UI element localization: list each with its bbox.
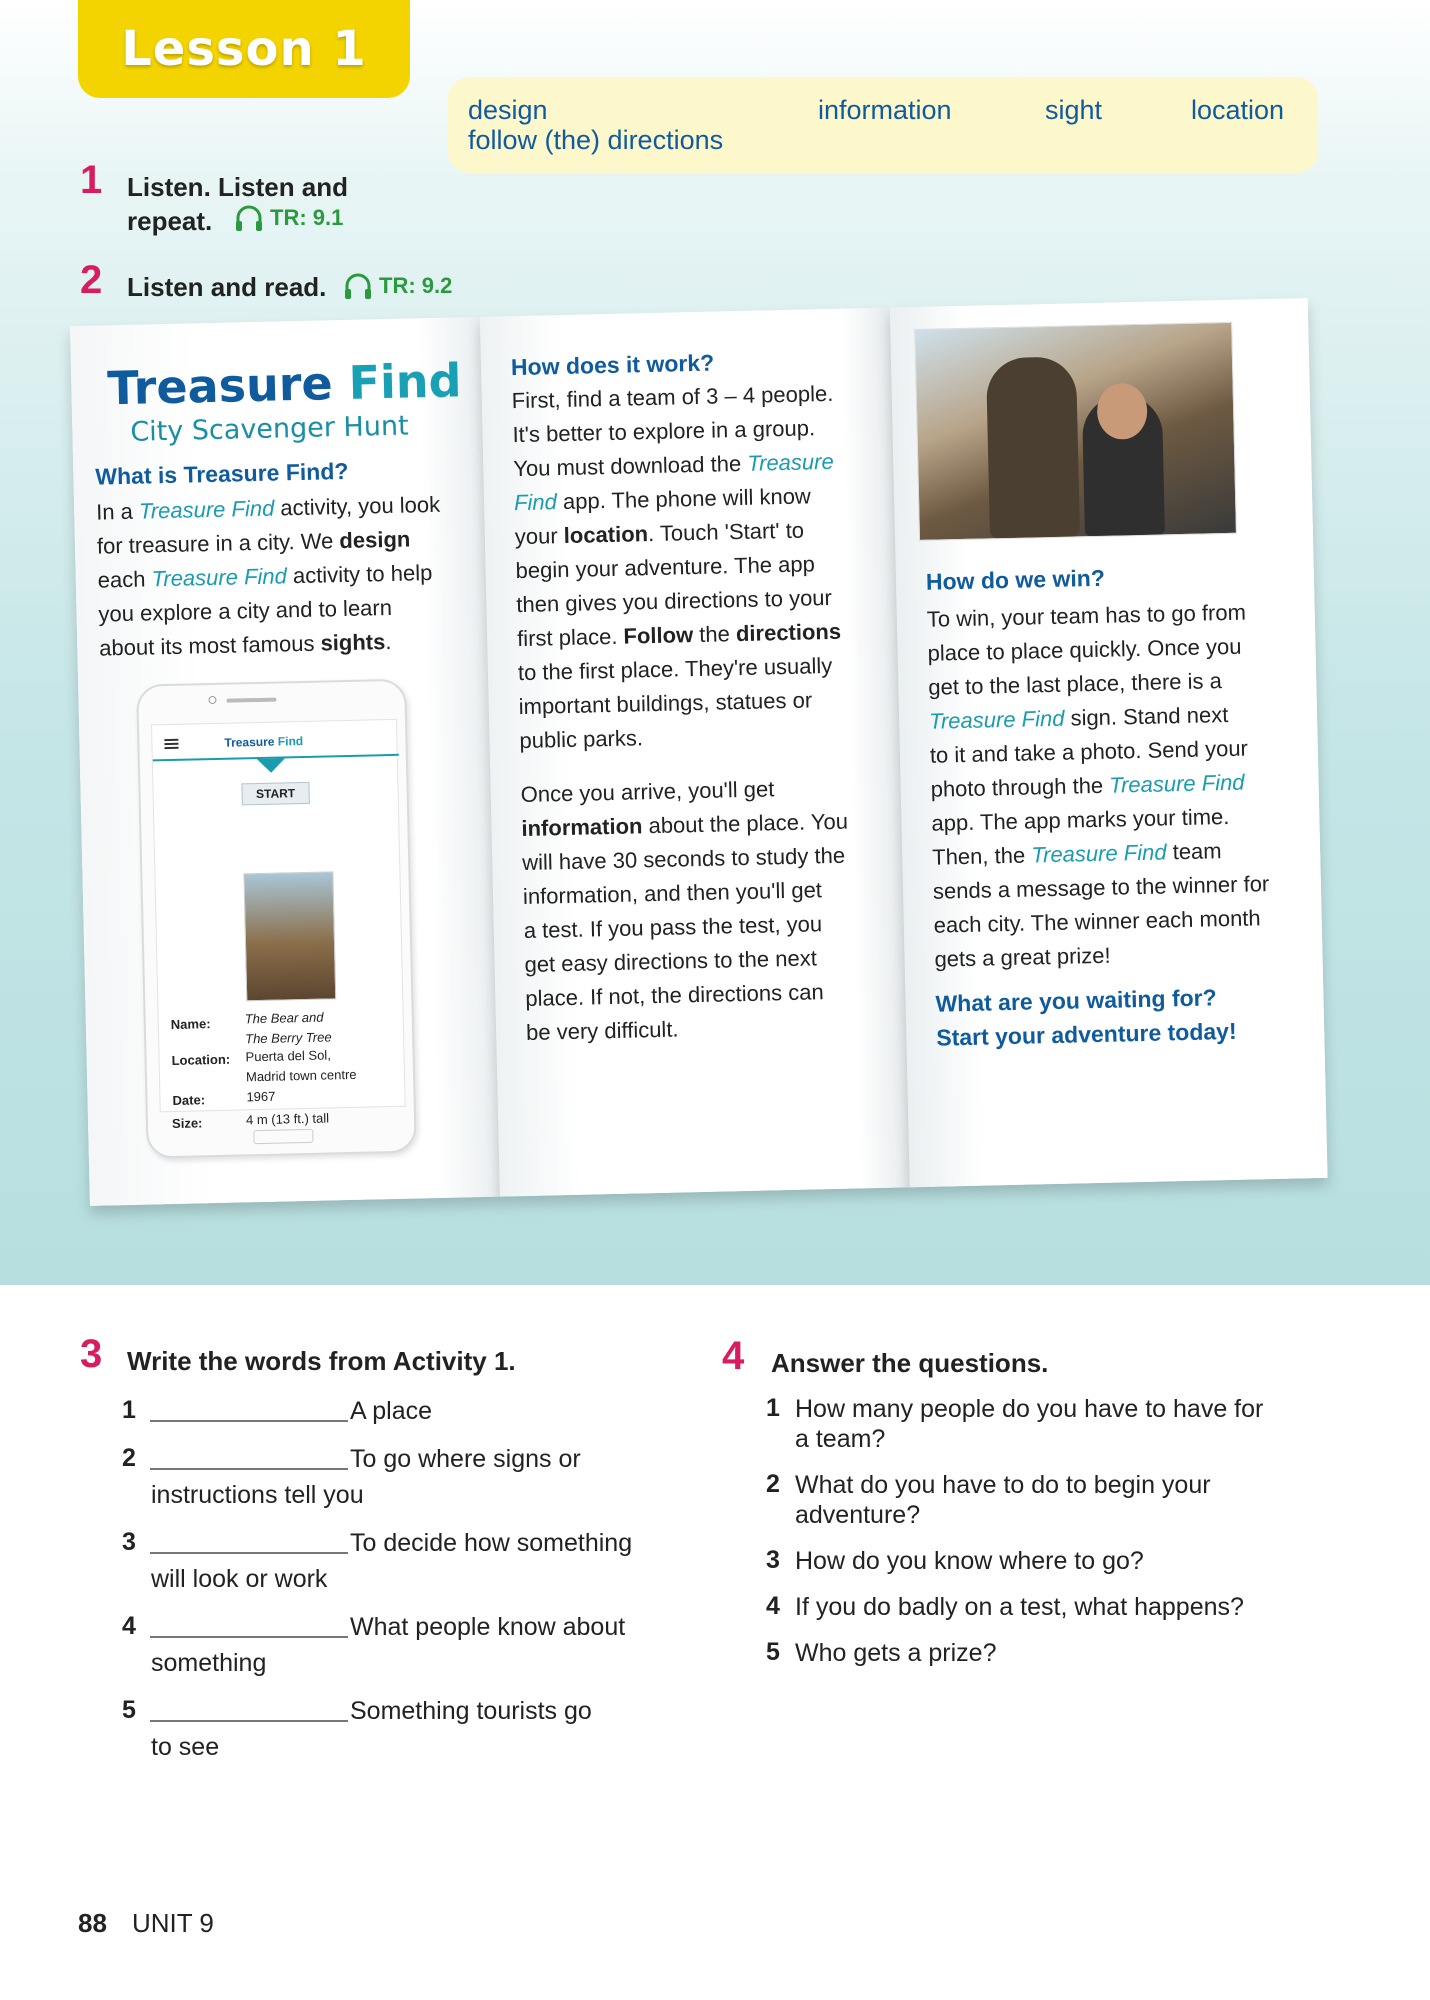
- left-line-5: about its most famous sights.: [98, 628, 392, 661]
- activity-3-title: Write the words from Activity 1.: [127, 1346, 516, 1376]
- boy-with-statue-photo: [914, 322, 1237, 541]
- a3-item-4-number: 4: [122, 1612, 136, 1640]
- page-number: 88: [78, 1908, 107, 1938]
- a4-item-2-text: What do you have to do to begin your: [795, 1471, 1211, 1499]
- a3-item-4-text: What people know about: [350, 1613, 626, 1641]
- app-header: [152, 720, 399, 762]
- dropdown-pointer-icon: [257, 758, 285, 773]
- booklet-panel-left: [70, 317, 500, 1206]
- right-line-4: Treasure Find sign. Stand next: [928, 701, 1229, 734]
- mid-p2-line-8: be very difficult.: [525, 1016, 679, 1045]
- menu-icon[interactable]: [164, 739, 178, 749]
- mid-p2-line-5: a test. If you pass the test, you: [523, 911, 823, 944]
- phone-camera: [208, 696, 216, 704]
- a3-item-2-blank[interactable]: [150, 1468, 348, 1470]
- date-value: 1967: [246, 1088, 276, 1105]
- a4-item-3-text: How do you know where to go?: [795, 1547, 1144, 1575]
- word-sight: sight: [1045, 95, 1103, 125]
- a4-item-4-number: 4: [766, 1592, 780, 1620]
- a3-item-2-text: To go where signs or: [350, 1445, 581, 1473]
- mid-p2-line-6: get easy directions to the next: [524, 945, 818, 978]
- booklet-title-part2: Find: [347, 353, 463, 410]
- booklet-panel-middle: [480, 308, 910, 1197]
- a3-item-2-text-2: instructions tell you: [151, 1481, 364, 1509]
- mid-p2-line-7: place. If not, the directions can: [525, 979, 824, 1011]
- name-label: Name:: [170, 1016, 211, 1033]
- a3-item-1-blank[interactable]: [150, 1420, 348, 1422]
- mid-p1-line-11: public parks.: [519, 725, 644, 754]
- closing-line-1: What are you waiting for?: [935, 984, 1217, 1017]
- mid-p2-line-3: will have 30 seconds to study the: [521, 842, 846, 876]
- lesson-label: Lesson 1: [121, 21, 367, 77]
- mid-p2-line-4: information, and then you'll get: [522, 877, 823, 910]
- a3-item-4-text-2: something: [151, 1649, 267, 1677]
- mid-p1-line-1: First, find a team of 3 – 4 people.: [511, 380, 834, 414]
- right-heading: How do we win?: [925, 564, 1106, 595]
- middle-heading: How does it work?: [510, 349, 715, 381]
- a4-item-1-text-2: a team?: [795, 1425, 886, 1453]
- phone-speaker: [226, 698, 276, 703]
- a3-item-5-blank[interactable]: [150, 1720, 348, 1722]
- phone-mockup: [136, 679, 417, 1159]
- right-line-11: gets a great prize!: [934, 942, 1111, 972]
- a3-item-5-text: Something tourists go: [350, 1697, 592, 1725]
- left-line-2: for treasure in a city. We design: [96, 526, 411, 559]
- a3-item-2-number: 2: [122, 1444, 136, 1472]
- mid-p1-line-3: You must download the Treasure: [513, 448, 834, 482]
- a3-item-5-text-2: to see: [151, 1733, 220, 1761]
- right-line-5: to it and take a photo. Send your: [929, 735, 1249, 768]
- size-value: 4 m (13 ft.) tall: [245, 1110, 330, 1128]
- mid-p1-line-9: to the first place. They're usually: [517, 652, 833, 686]
- location-label: Location:: [171, 1051, 231, 1069]
- right-line-2: place to place quickly. Once you: [927, 633, 1242, 666]
- a4-item-4-text: If you do badly on a test, what happens?: [795, 1593, 1244, 1621]
- start-button[interactable]: START: [241, 782, 309, 806]
- a4-item-1-text: How many people do you have to have for: [795, 1395, 1264, 1423]
- left-line-4: you explore a city and to learn: [98, 594, 393, 627]
- mid-p2-line-1: Once you arrive, you'll get: [520, 776, 775, 808]
- activity-1-number: 1: [80, 158, 103, 202]
- date-label: Date:: [172, 1092, 206, 1109]
- mid-p1-line-6: begin your adventure. The app: [515, 551, 816, 584]
- right-line-7: app. The app marks your time.: [931, 803, 1230, 836]
- statue-photo: [243, 871, 336, 1001]
- statue-figure: [986, 356, 1080, 538]
- activity-2-audio[interactable]: [343, 272, 452, 300]
- right-line-6: photo through the Treasure Find: [930, 769, 1245, 802]
- activity-1-text-line2: repeat.: [127, 206, 213, 236]
- activity-4-title: Answer the questions.: [771, 1348, 1049, 1378]
- mid-p1-line-7: then gives you directions to your: [516, 584, 833, 618]
- location-value-2: Madrid town centre: [245, 1066, 357, 1085]
- right-paragraph: [926, 594, 1314, 977]
- word-information: information: [818, 95, 952, 125]
- a4-item-5-number: 5: [766, 1638, 780, 1666]
- activity-2-track: TR: 9.2: [379, 273, 453, 298]
- phone-screen: [151, 719, 406, 1112]
- activity-2-number: 2: [80, 258, 103, 302]
- name-value-1: The Bear and: [244, 1009, 324, 1027]
- a4-item-3-number: 3: [766, 1546, 780, 1574]
- activity-2-text: Listen and read.: [127, 272, 327, 302]
- booklet-subtitle: City Scavenger Hunt: [130, 410, 409, 448]
- middle-paragraph-2: [520, 770, 896, 1050]
- a3-item-3-text-2: will look or work: [151, 1565, 328, 1593]
- booklet-title: [107, 353, 462, 415]
- word-box: [448, 77, 1318, 173]
- booklet: [70, 298, 1328, 1226]
- headphones-icon: [234, 204, 264, 232]
- a3-item-5-number: 5: [122, 1696, 136, 1724]
- activity-3-number: 3: [80, 1332, 103, 1376]
- a3-item-3-text: To decide how something: [350, 1529, 633, 1557]
- mid-p1-line-10: important buildings, statues or: [518, 687, 813, 720]
- location-value-1: Puerta del Sol,: [245, 1047, 332, 1065]
- left-line-1: In a Treasure Find activity, you look: [95, 491, 441, 525]
- a4-item-5-text: Who gets a prize?: [795, 1639, 997, 1667]
- unit-label: UNIT 9: [132, 1908, 214, 1938]
- left-paragraph: [96, 487, 480, 666]
- name-value-2: The Berry Tree: [244, 1029, 332, 1047]
- right-line-1: To win, your team has to go from: [926, 599, 1247, 632]
- a4-item-1-number: 1: [766, 1394, 780, 1422]
- lesson-tab: [78, 0, 410, 98]
- size-label: Size:: [171, 1115, 203, 1132]
- word-location: location: [1191, 95, 1285, 125]
- activity-1-text-line1: Listen. Listen and: [127, 172, 349, 202]
- home-button[interactable]: [253, 1129, 313, 1144]
- mid-p1-line-8: first place. Follow the directions: [516, 618, 842, 652]
- activity-1-track: TR: 9.1: [270, 205, 344, 230]
- a3-item-1-text: A place: [350, 1397, 433, 1425]
- app-title: Treasure Find: [224, 733, 304, 750]
- activity-4-number: 4: [722, 1334, 745, 1378]
- activity-1-audio[interactable]: [234, 204, 343, 232]
- middle-paragraph-1: [511, 376, 889, 758]
- headphones-icon: [343, 272, 373, 300]
- word-follow-directions: follow (the) directions: [468, 125, 724, 155]
- word-design: design: [468, 95, 548, 125]
- left-heading: What is Treasure Find?: [95, 457, 349, 490]
- a3-item-1-number: 1: [122, 1396, 136, 1424]
- a3-item-3-blank[interactable]: [150, 1552, 348, 1554]
- a4-item-2-text-2: adventure?: [795, 1501, 921, 1529]
- booklet-panel-right: [890, 298, 1328, 1187]
- right-line-9: sends a message to the winner for: [932, 871, 1270, 904]
- a4-item-2-number: 2: [766, 1470, 780, 1498]
- right-line-8: Then, the Treasure Find team: [931, 838, 1222, 870]
- booklet-title-part1: Treasure: [106, 356, 334, 416]
- right-line-10: each city. The winner each month: [933, 905, 1261, 938]
- mid-p1-line-4: Find app. The phone will know: [513, 483, 812, 516]
- closing-line-2: Start your adventure today!: [936, 1017, 1237, 1051]
- a3-item-4-blank[interactable]: [150, 1636, 348, 1638]
- left-line-3: each Treasure Find activity to help: [97, 560, 433, 593]
- mid-p1-line-5: your location. Touch 'Start' to: [514, 517, 805, 550]
- mid-p2-line-2: information about the place. You: [521, 808, 849, 842]
- right-line-3: get to the last place, there is a: [928, 668, 1223, 700]
- a3-item-3-number: 3: [122, 1528, 136, 1556]
- mid-p1-line-2: It's better to explore in a group.: [512, 415, 816, 448]
